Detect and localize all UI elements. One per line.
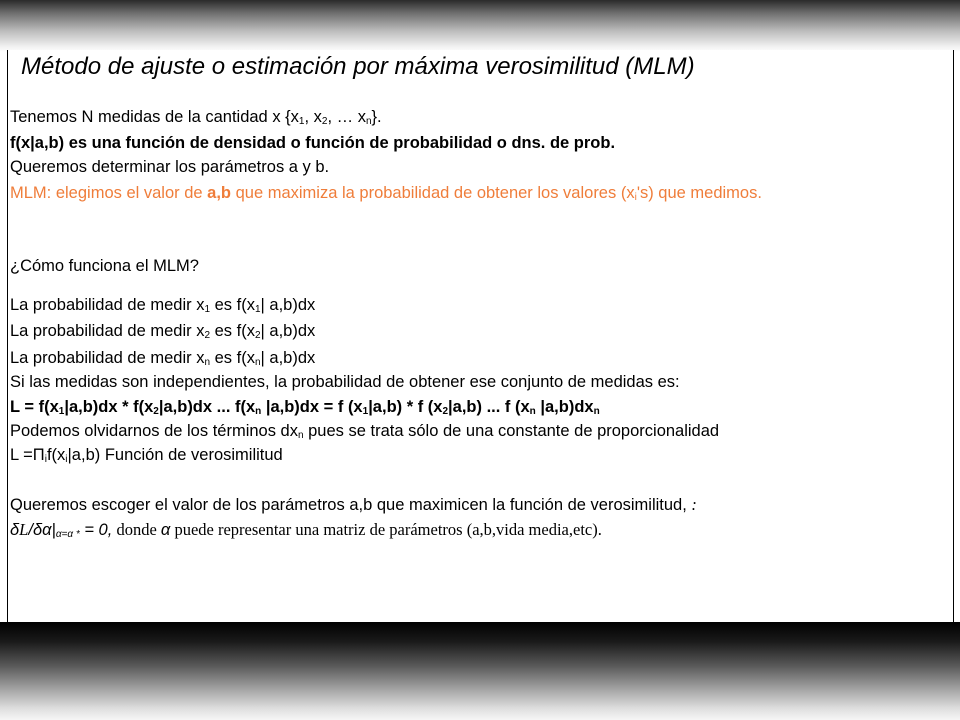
delta-symbol: δ [10, 521, 20, 539]
subscript: 1 [204, 304, 211, 315]
subscript: i [634, 192, 637, 203]
intro-line-density: f(x|a,b) es una función de densidad o función de probabilidad o dns. de prob. [10, 134, 616, 152]
subscript: i [44, 454, 47, 465]
text-span: que maximiza la probabilidad de obtener los valores (x [231, 184, 635, 202]
bottom-shadow-band [0, 622, 960, 720]
text-span: es f(x [210, 322, 255, 340]
text-span: MLM: elegimos el valor de [10, 184, 208, 202]
likelihood-product-line [10, 397, 600, 417]
likelihood-symbol: L [19, 520, 29, 539]
text-span: , x [304, 108, 322, 126]
text-span: Queremos escoger el valor de los parámetros a,b que maximicen la función de verosimilitud, [10, 496, 692, 514]
text-span: 's) que medimos. [636, 184, 762, 202]
subscript: 2 [442, 406, 449, 417]
top-shadow-band [0, 0, 960, 52]
subscript: 1 [362, 406, 369, 417]
text-span: | a,b)dx [260, 322, 316, 340]
text-span: es f(x [210, 349, 255, 367]
text-span: = 0, [79, 521, 113, 539]
text-span: |a,b)dx ... f(x [158, 398, 256, 416]
intro-line-parameters: Queremos determinar los parámetros a y b. [10, 158, 330, 176]
text-span: , … x [327, 108, 366, 126]
text-span: |a,b)dx * f(x [64, 398, 154, 416]
subscript: 2 [153, 406, 159, 417]
text-span: Tenemos N medidas de la cantidad x {x [10, 108, 299, 126]
text-span: |a,b) * f (x [368, 398, 443, 416]
subscript: 2 [204, 330, 211, 341]
text-span: }. [371, 108, 382, 126]
text-span: | a,b)dx [260, 349, 316, 367]
text-span: L = f(x [10, 398, 59, 416]
text-span: La probabilidad de medir x [10, 322, 205, 340]
text-span: : [691, 495, 697, 514]
subscript: n [365, 116, 372, 127]
text-span: donde [112, 520, 161, 539]
slide-title: Método de ajuste o estimación por máxima verosimilitud (MLM) [21, 53, 695, 80]
subscript: 2 [321, 116, 328, 127]
text-span: L =Π [10, 446, 45, 464]
text-span: La probabilidad de medir x [10, 349, 205, 367]
subscript: n [254, 357, 261, 368]
subscript: α=α * [55, 529, 80, 540]
alpha-symbol: α [160, 521, 171, 539]
subscript: i [65, 454, 68, 465]
text-span: |a,b) Función de verosimilitud [67, 446, 283, 464]
likelihood-function-line [10, 445, 283, 465]
text-span: puede representar una matriz de parámetros (a,b,vida media,etc). [170, 520, 602, 539]
final-line-maximize [10, 495, 697, 515]
subscript: n [529, 406, 536, 417]
subscript: n [297, 430, 304, 441]
slide-content [7, 50, 954, 623]
subscript: n [255, 406, 262, 417]
prob-line-x2 [10, 321, 315, 341]
prob-line-x1 [10, 295, 315, 315]
text-span-bold: a,b [207, 184, 232, 202]
subscript: n [204, 357, 211, 368]
final-line-derivative [10, 520, 602, 540]
text-span: Podemos olvidarnos de los términos dx [10, 422, 298, 440]
prob-line-proportionality [10, 421, 719, 441]
subscript: n [593, 406, 600, 417]
subscript: 1 [298, 116, 305, 127]
intro-line-mlm-definition [10, 182, 915, 205]
text-span: f(x [46, 446, 66, 464]
prob-line-xn [10, 348, 315, 368]
text-span: |a,b)dx = f (x [261, 398, 363, 416]
intro-line-measurements [10, 107, 382, 127]
text-span: pues se trata sólo de una constante de proporcionalidad [303, 422, 720, 440]
question-line: ¿Cómo funciona el MLM? [10, 257, 199, 275]
text-span: |a,b)dx [535, 398, 594, 416]
prob-line-independent: Si las medidas son independientes, la probabilidad de obtener ese conjunto de medidas es: [10, 373, 680, 391]
text-span: /δα| [28, 521, 56, 539]
subscript: 1 [58, 406, 65, 417]
text-span: La probabilidad de medir x [10, 296, 205, 314]
subscript: 2 [254, 330, 261, 341]
text-span: es f(x [210, 296, 255, 314]
subscript: 1 [254, 304, 261, 315]
text-span: | a,b)dx [260, 296, 316, 314]
text-span: |a,b) ... f (x [448, 398, 530, 416]
